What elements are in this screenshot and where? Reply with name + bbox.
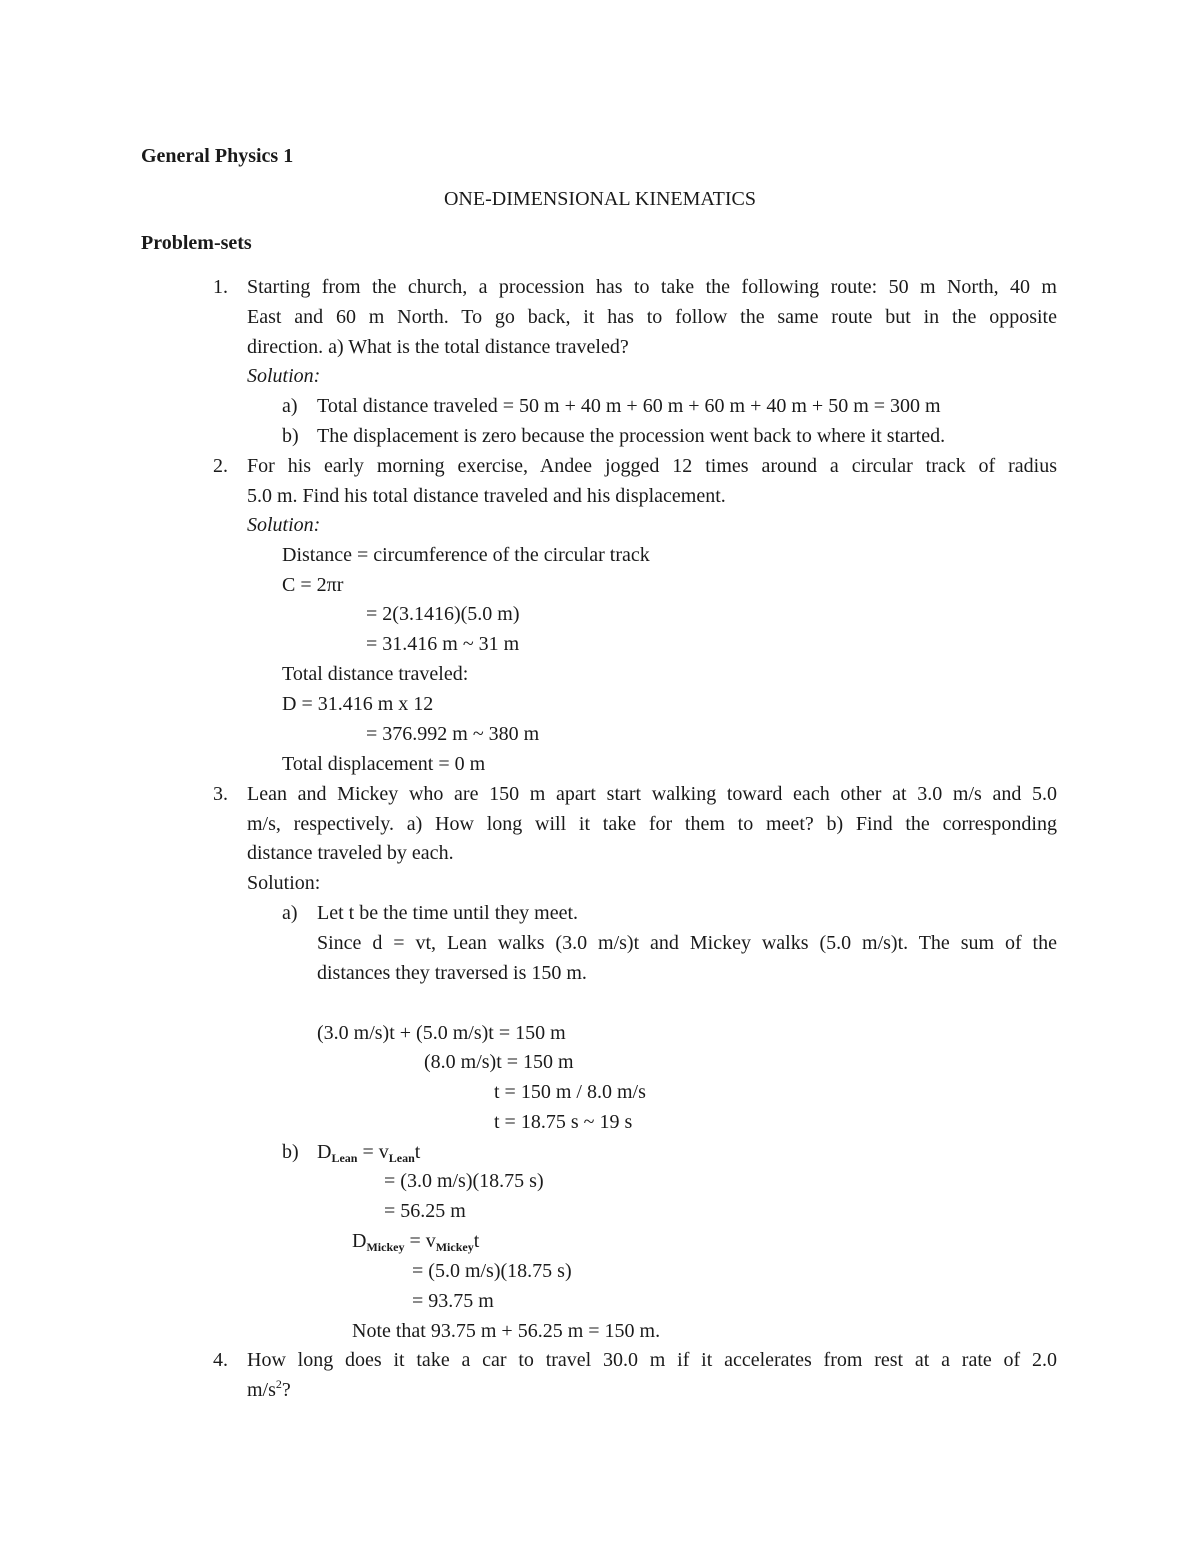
mickey-subscript: Mickey [435, 1240, 474, 1254]
equation-line: t = 150 m / 8.0 m/s [494, 1081, 646, 1103]
equals-sign: = [404, 1230, 426, 1252]
note-line: Note that 93.75 m + 56.25 m = 150 m. [352, 1320, 661, 1342]
equation-line: = (3.0 m/s)(18.75 s) [384, 1170, 544, 1192]
course-title: General Physics 1 [141, 145, 294, 167]
page-title: ONE-DIMENSIONAL KINEMATICS [443, 188, 756, 210]
solution-line: = 2(3.1416)(5.0 m) [366, 603, 520, 625]
lean-subscript: Lean [331, 1151, 358, 1165]
problem-number: 4. [213, 1349, 228, 1371]
solution-line: Total distance traveled = 50 m + 40 m + 60 m + 60 m + 40 m + 50 m = 300 m [317, 395, 941, 417]
equation-line: = 93.75 m [412, 1290, 494, 1312]
problem-text-line: Lean and Mickey who are 150 m apart start walking toward each other at 3.0 m/s and 5.0 [247, 783, 1057, 805]
problem-text-line: For his early morning exercise, Andee jogged 12 times around a circular track of radius [247, 455, 1057, 477]
equals-sign: = [357, 1141, 379, 1163]
solution-line: Let t be the time until they meet. [317, 902, 579, 924]
part-label: a) [282, 395, 298, 417]
solution-line: Total displacement = 0 m [282, 753, 486, 775]
problem-text-line: direction. a) What is the total distance traveled? [247, 336, 629, 358]
solution-label: Solution: [247, 872, 321, 894]
problem-text-line: m/s, respectively. a) How long will it take for them to meet? b) Find the corresponding [247, 813, 1057, 835]
solution-label: Solution: [247, 365, 321, 387]
mickey-distance-formula [352, 1229, 479, 1253]
solution-line: C = 2πr [282, 574, 344, 596]
problem-number: 3. [213, 783, 228, 805]
problem-number: 2. [213, 455, 228, 477]
problem-text-line: 5.0 m. Find his total distance traveled and his displacement. [247, 485, 726, 507]
equation-line: = (5.0 m/s)(18.75 s) [412, 1260, 572, 1282]
equation-line: t = 18.75 s ~ 19 s [494, 1111, 633, 1133]
solution-label: Solution: [247, 514, 321, 536]
solution-line: = 31.416 m ~ 31 m [366, 633, 520, 655]
problem-text-line: How long does it take a car to travel 30.0 m if it accelerates from rest at a rate of 2.0 [247, 1349, 1057, 1371]
distance-symbol: D [317, 1141, 332, 1163]
solution-line: = 376.992 m ~ 380 m [366, 723, 540, 745]
part-label: b) [282, 1141, 299, 1163]
part-label: a) [282, 902, 298, 924]
problem-text-line: distance traveled by each. [247, 842, 454, 864]
problem-text-line: East and 60 m North. To go back, it has to follow the same route but in the opposite [247, 306, 1057, 328]
lean-subscript: Lean [388, 1151, 415, 1165]
solution-line: Total distance traveled: [282, 663, 469, 685]
section-heading: Problem-sets [141, 232, 252, 254]
problem-text-line [247, 1378, 291, 1402]
question-mark: ? [281, 1379, 291, 1401]
problem-text-line: Starting from the church, a procession has to take the following route: 50 m North, 40 m [247, 276, 1057, 298]
velocity-symbol: v [425, 1230, 436, 1252]
lean-distance-formula [317, 1140, 420, 1164]
distance-symbol: D [352, 1230, 367, 1252]
time-symbol: t [473, 1230, 480, 1252]
solution-line: Distance = circumference of the circular track [282, 544, 650, 566]
solution-line: distances they traversed is 150 m. [317, 962, 587, 984]
solution-line: The displacement is zero because the procession went back to where it started. [317, 425, 946, 447]
mickey-subscript: Mickey [366, 1240, 405, 1254]
solution-line: D = 31.416 m x 12 [282, 693, 434, 715]
units-text: m/s [247, 1379, 276, 1401]
solution-line: Since d = vt, Lean walks (3.0 m/s)t and Mickey walks (5.0 m/s)t. The sum of the [317, 932, 1057, 954]
velocity-symbol: v [378, 1141, 389, 1163]
equation-line: (8.0 m/s)t = 150 m [424, 1051, 574, 1073]
problem-number: 1. [213, 276, 228, 298]
exponent: 2 [275, 1377, 282, 1391]
part-label: b) [282, 425, 299, 447]
equation-line: (3.0 m/s)t + (5.0 m/s)t = 150 m [317, 1022, 566, 1044]
equation-line: = 56.25 m [384, 1200, 466, 1222]
time-symbol: t [414, 1141, 421, 1163]
